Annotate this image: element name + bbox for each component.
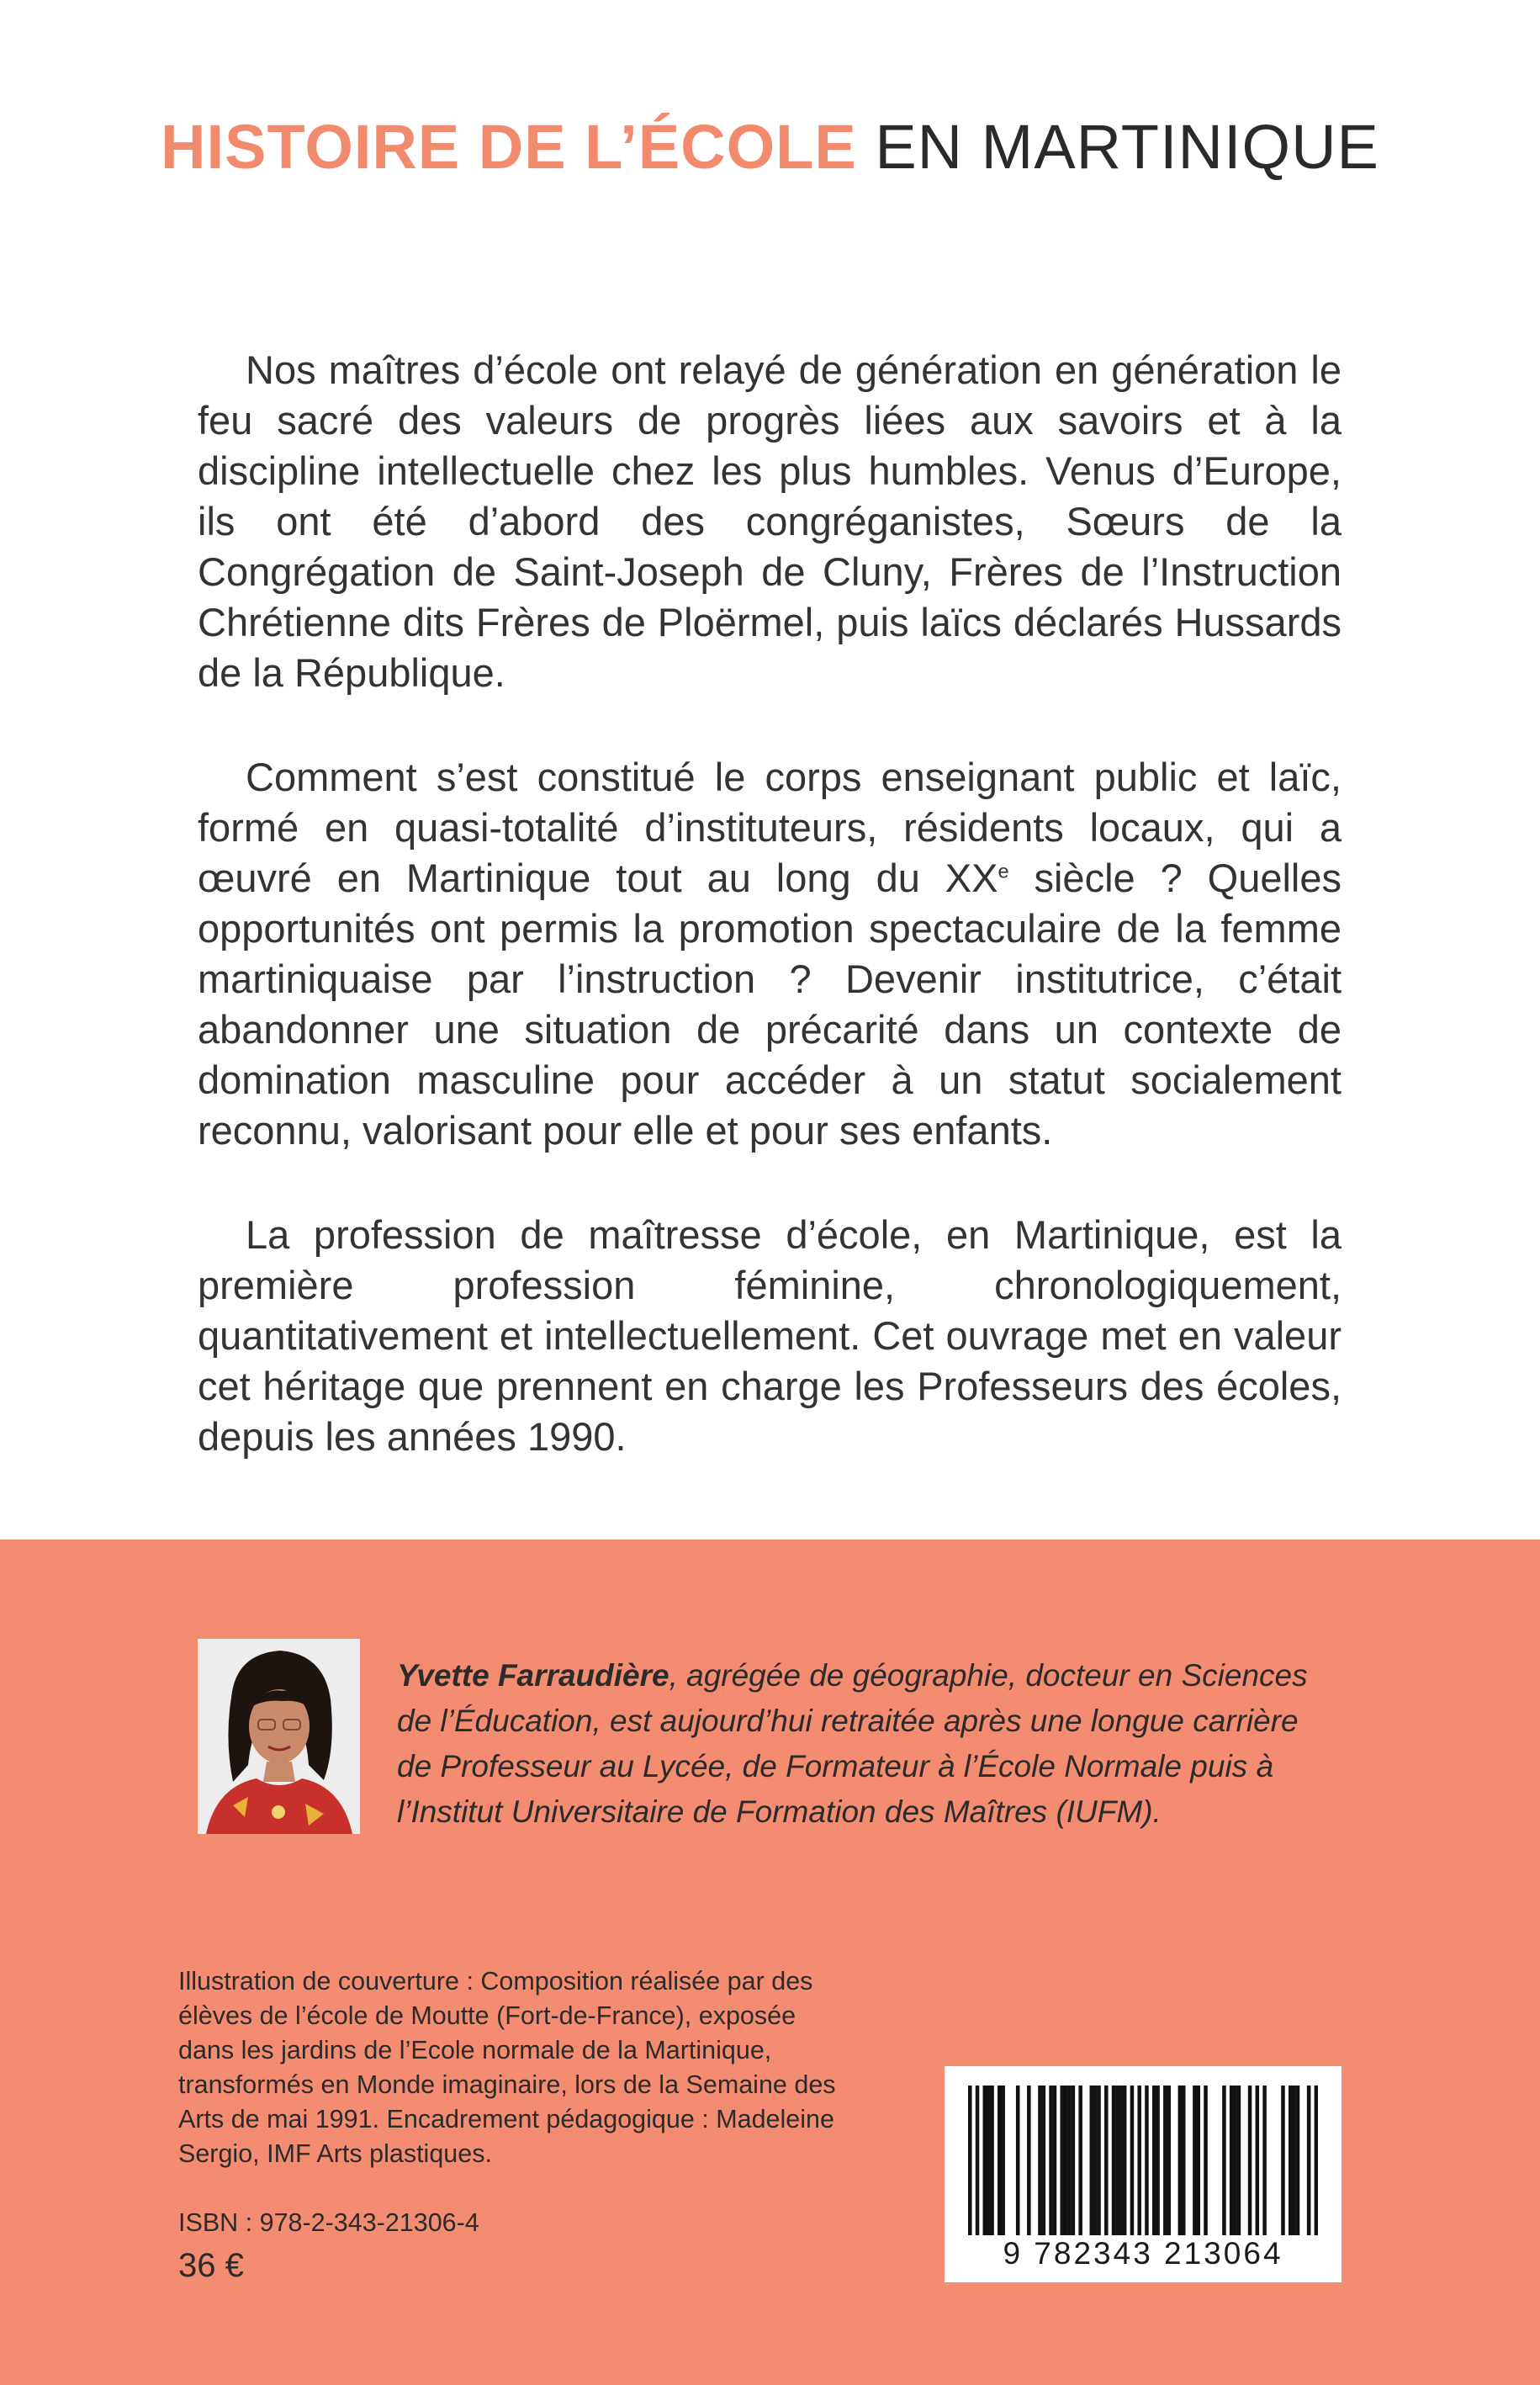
author-name: Yvette Farraudière: [397, 1658, 669, 1693]
barcode-bar: [1016, 2086, 1020, 2235]
barcode-bar: [998, 2086, 1002, 2235]
barcode-bar: [1090, 2086, 1094, 2235]
barcode-bar: [1233, 2086, 1237, 2235]
barcode-bar: [1064, 2086, 1068, 2235]
title-highlight: HISTOIRE DE L’ÉCOLE: [161, 112, 857, 182]
barcode-bar: [1130, 2086, 1135, 2235]
barcode-bar: [1152, 2086, 1156, 2235]
barcode-bar: [1292, 2086, 1296, 2235]
blurb-paragraph-2-start: Comment s’est constitué le corps enseignant public et laïc, formé en quasi-totalité d’instituteurs, résidents locaux, qui a œuvré en Martinique tout au long du XX: [198, 755, 1342, 900]
barcode-bar: [1248, 2086, 1252, 2235]
title-rest: EN MARTINIQUE: [875, 112, 1379, 182]
barcode-icon: [968, 2086, 1318, 2235]
barcode-bar: [1289, 2086, 1293, 2235]
blurb-paragraph-2: [198, 752, 1342, 1156]
barcode-bar: [1307, 2086, 1311, 2235]
barcode-bar: [1137, 2086, 1141, 2235]
barcode-bar: [1237, 2086, 1241, 2235]
isbn: ISBN : 978-2-343-21306-4: [178, 2208, 479, 2237]
barcode-bar: [1196, 2086, 1200, 2235]
barcode-digits: 9 782343 213064: [1003, 2236, 1283, 2271]
barcode-bar: [1042, 2086, 1046, 2235]
barcode-bar: [987, 2086, 991, 2235]
barcode-bar: [1104, 2086, 1109, 2235]
barcode-bar: [1167, 2086, 1171, 2235]
blurb-paragraph-2-end: siècle ? Quelles opportunités ont permis la promotion spectaculaire de la femme martiniquaise par l’instruction ? Devenir institutrice, c’était abandonner une situation de précarité dans un contexte de domination masculine pour accéder à un statut socialement reconnu, valorisant pour elle et pour ses enfants.: [198, 856, 1342, 1153]
price: 36 €: [178, 2247, 244, 2284]
barcode-bar: [1262, 2086, 1267, 2235]
barcode-bar: [1112, 2086, 1116, 2235]
author-portrait: [198, 1639, 360, 1834]
barcode-bar: [1256, 2086, 1260, 2235]
barcode-bar: [1315, 2086, 1318, 2235]
author-bio-text: , agrégée de géographie, docteur en Sciences de l’Éducation, est aujourd’hui retraitée après une longue carrière de Professeur au Lycée, de Formateur à l’École Normale puis à l’Institut Universitaire de Formation des Maîtres (IUFM).: [397, 1658, 1308, 1829]
book-title: [0, 109, 1540, 185]
barcode-bar: [1204, 2086, 1208, 2235]
barcode-bar: [1027, 2086, 1031, 2235]
barcode-bar: [1156, 2086, 1160, 2235]
barcode-bar: [1049, 2086, 1053, 2235]
barcode-bar: [1222, 2086, 1226, 2235]
barcode-bar: [1193, 2086, 1197, 2235]
barcode-bar: [1163, 2086, 1167, 2235]
author-bio: [397, 1653, 1339, 1835]
barcode-bar: [1093, 2086, 1098, 2235]
back-cover-blurb: [198, 345, 1342, 1516]
barcode-bar: [990, 2086, 994, 2235]
barcode-bar: [1115, 2086, 1119, 2235]
barcode-bar: [1145, 2086, 1149, 2235]
barcode-bar: [1230, 2086, 1234, 2235]
barcode-box: [945, 2066, 1342, 2282]
barcode-bar: [1296, 2086, 1300, 2235]
barcode-bar: [1038, 2086, 1042, 2235]
barcode-bar: [1123, 2086, 1127, 2235]
barcode-bar: [1119, 2086, 1124, 2235]
barcode-bar: [1001, 2086, 1005, 2235]
century-superscript: e: [998, 860, 1009, 882]
barcode-bar: [983, 2086, 987, 2235]
blurb-paragraph-1: Nos maîtres d’école ont relayé de génération en génération le feu sacré des valeurs de progrès liées aux savoirs et à la discipline intellectuelle chez les plus humbles. Venus d’Europe, ils ont été d’abord des congréganistes, Sœurs de la Congrégation de Saint-Joseph de Cluny, Frères de l’Instruction Chrétienne dits Frères de Ploërmel, puis laïcs déclarés Hussards de la République.: [198, 347, 1342, 695]
cover-illustration-credit: Illustration de couverture : Composition réalisée par des élèves de l’école de Moutte (Fort-de-France), exposée dans les jardins de l’Ecole normale de la Martinique, transformés en Monde imaginaire, lors de la Semaine des Arts de mai 1991. Encadrement pédagogique : Madeleine Sergio, IMF Arts plastiques.: [178, 1967, 836, 2168]
barcode-bar: [1053, 2086, 1057, 2235]
blurb-paragraph-3: La profession de maîtresse d’école, en Martinique, est la première profession féminine, chronologiquement, quantitativement et intellectuellement. Cet ouvrage met en valeur cet héritage que prennent en charge les Professeurs des écoles, depuis les années 1990.: [198, 1212, 1342, 1459]
barcode-bar: [1067, 2086, 1072, 2235]
barcode-bar: [1097, 2086, 1101, 2235]
barcode-bar: [1178, 2086, 1183, 2235]
barcode-bar: [1060, 2086, 1064, 2235]
barcode-bar: [968, 2086, 972, 2235]
barcode-bar: [1072, 2086, 1076, 2235]
barcode-bar: [1281, 2086, 1285, 2235]
barcode-bar: [1182, 2086, 1186, 2235]
barcode-bar: [976, 2086, 980, 2235]
barcode-bar: [1078, 2086, 1082, 2235]
